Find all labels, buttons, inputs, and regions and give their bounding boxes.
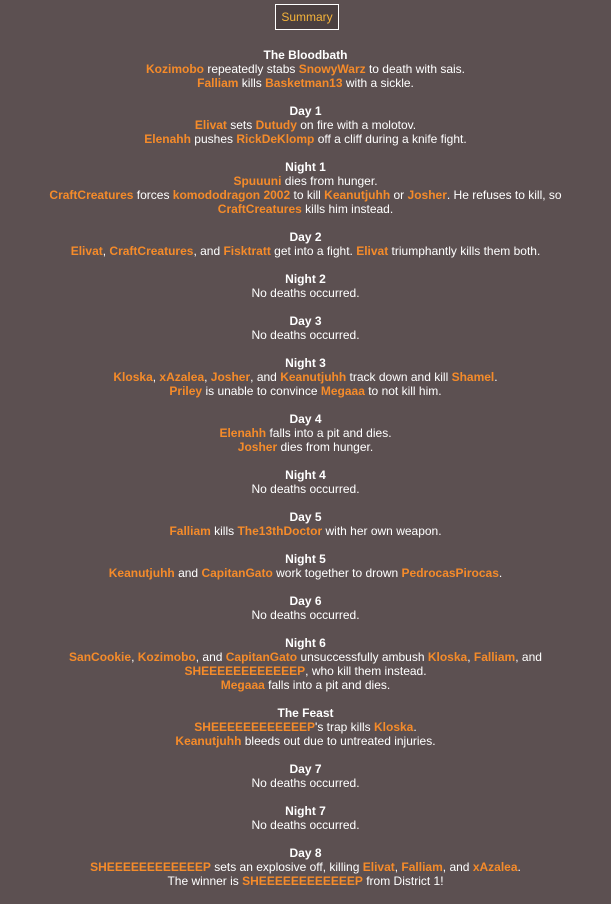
event-text: kills [238,76,266,90]
summary-section [0,468,611,496]
summary-section [0,706,611,748]
tribute-name: SnowyWarz [298,62,366,76]
tribute-name: komododragon 2002 [172,188,291,202]
event-text: No deaths occurred. [251,286,360,300]
section-heading: Day 8 [289,846,322,860]
section-heading: Night 3 [285,356,326,370]
event-text: triumphantly kills them both. [388,244,541,258]
tribute-name: SHEEEEEEEEEEEEP [184,664,306,678]
event-line [0,426,611,440]
event-text: from District 1! [362,874,444,888]
tribute-name: Megaaa [220,678,265,692]
event-line [0,62,611,76]
event-line [0,118,611,132]
event-text: to kill [290,188,325,202]
tribute-name: Keanutjuhh [324,188,391,202]
event-text: to not kill him. [364,384,442,398]
section-heading: Day 2 [289,230,322,244]
event-text: . He refuses to kill, so [446,188,562,202]
event-line [0,664,611,678]
event-line [0,370,611,384]
event-text: No deaths occurred. [251,482,360,496]
summary-section [0,314,611,342]
section-heading: Night 1 [285,160,326,174]
tribute-name: SHEEEEEEEEEEEEP [194,720,316,734]
tribute-name: CapitanGato [201,566,273,580]
event-text: to death with sais. [365,62,466,76]
event-text: , [394,860,402,874]
summary-section [0,48,611,90]
section-heading: Night 2 [285,272,326,286]
event-line [0,440,611,454]
event-text: . [517,860,521,874]
event-text: 's trap kills [315,720,374,734]
summary-section [0,594,611,622]
event-text: The winner is [167,874,243,888]
summary-section [0,510,611,538]
event-line [0,566,611,580]
tribute-name: Priley [169,384,203,398]
event-line [0,202,611,216]
tribute-name: xAzalea [159,370,205,384]
event-text: , [131,650,138,664]
event-line [0,132,611,146]
event-text: No deaths occurred. [251,818,360,832]
event-line [0,650,611,664]
event-text: dies from hunger. [281,174,378,188]
event-text: . [413,720,417,734]
tribute-name: Kloska [113,370,153,384]
event-text: forces [133,188,173,202]
event-text: No deaths occurred. [251,328,360,342]
summary-section [0,272,611,300]
tribute-name: Kozimobo [145,62,204,76]
event-text: on fire with a molotov. [296,118,417,132]
summary-section [0,412,611,454]
tribute-name: Shamel [451,370,495,384]
event-line [0,608,611,622]
tribute-name: Basketman13 [265,76,343,90]
section-heading: Day 4 [289,412,322,426]
tribute-name: Falliam [169,524,211,538]
event-line [0,818,611,832]
event-text: , [152,370,160,384]
tribute-name: The13thDoctor [237,524,323,538]
tribute-name: Josher [237,440,278,454]
tribute-name: CraftCreatures [217,202,302,216]
section-heading: Day 6 [289,594,322,608]
event-line [0,482,611,496]
tribute-name: Elivat [194,118,227,132]
section-heading: Night 5 [285,552,326,566]
tribute-name: Josher [407,188,447,202]
event-text: , and [195,650,226,664]
event-line [0,720,611,734]
tribute-name: PedrocasPirocas [401,566,499,580]
tribute-name: SanCookie [69,650,132,664]
event-line [0,524,611,538]
event-text: is unable to convince [202,384,321,398]
summary-button[interactable]: Summary [275,4,339,30]
event-text: , [102,244,110,258]
tribute-name: CraftCreatures [109,244,194,258]
tribute-name: Keanutjuhh [280,370,347,384]
event-line [0,174,611,188]
event-text: , and [250,370,281,384]
tribute-name: Elivat [362,860,395,874]
event-text: repeatedly stabs [203,62,299,76]
tribute-name: CapitanGato [225,650,298,664]
tribute-name: Elivat [70,244,103,258]
summary-section [0,636,611,692]
event-line [0,286,611,300]
summary-section [0,846,611,888]
section-heading: Day 5 [289,510,322,524]
tribute-name: Elenahh [219,426,267,440]
tribute-name: SHEEEEEEEEEEEEP [242,874,363,888]
event-text: No deaths occurred. [251,776,360,790]
summary-list [0,48,611,902]
event-text: and [174,566,202,580]
tribute-name: Kloska [427,650,468,664]
summary-section [0,804,611,832]
event-text: with her own weapon. [322,524,442,538]
tribute-name: Dutudy [255,118,297,132]
event-text: sets an explosive off, killing [210,860,363,874]
tribute-name: Megaaa [320,384,365,398]
event-text: pushes [190,132,237,146]
event-line [0,678,611,692]
event-text: off a cliff during a knife fight. [314,132,467,146]
tribute-name: Elivat [356,244,389,258]
event-text: No deaths occurred. [251,608,360,622]
event-text: dies from hunger. [277,440,374,454]
tribute-name: Fisktratt [223,244,271,258]
event-text: track down and kill [346,370,452,384]
tribute-name: Kloska [374,720,414,734]
event-text: , and [515,650,542,664]
section-heading: Day 1 [289,104,322,118]
summary-section [0,230,611,258]
summary-section [0,160,611,216]
section-heading: Night 4 [285,468,326,482]
event-text: falls into a pit and dies. [264,678,391,692]
event-text: unsuccessfully ambush [297,650,428,664]
tribute-name: CraftCreatures [49,188,134,202]
section-heading: Day 3 [289,314,322,328]
event-text: . [494,370,498,384]
section-heading: Day 7 [289,762,322,776]
summary-section [0,356,611,398]
section-heading: The Bloodbath [263,48,348,62]
event-line [0,76,611,90]
tribute-name: Kozimobo [137,650,196,664]
event-text: get into a fight. [270,244,357,258]
tribute-name: xAzalea [472,860,518,874]
event-line [0,874,611,888]
tribute-name: RickDeKlomp [236,132,315,146]
tribute-name: Falliam [473,650,516,664]
event-line [0,734,611,748]
tribute-name: Falliam [401,860,443,874]
event-text: , and [193,244,224,258]
tribute-name: Keanutjuhh [108,566,175,580]
tribute-name: Elenahh [144,132,191,146]
event-text: kills him instead. [301,202,394,216]
event-text: . [498,566,503,580]
tribute-name: Josher [210,370,251,384]
event-text: work together to drown [272,566,402,580]
event-text: , who kill them instead. [305,664,427,678]
event-text: , and [442,860,473,874]
event-line [0,328,611,342]
tribute-name: SHEEEEEEEEEEEEP [90,860,211,874]
summary-section [0,104,611,146]
event-text: falls into a pit and dies. [266,426,392,440]
event-text: , [204,370,211,384]
event-text: bleeds out due to untreated injuries. [241,734,436,748]
event-line [0,384,611,398]
event-text: , [467,650,474,664]
event-line [0,776,611,790]
tribute-name: Falliam [197,76,239,90]
event-line [0,244,611,258]
section-heading: The Feast [277,706,334,720]
event-line [0,860,611,874]
event-text: with a sickle. [342,76,414,90]
tribute-name: Keanutjuhh [175,734,242,748]
event-line [0,188,611,202]
event-text: kills [210,524,238,538]
section-heading: Night 6 [285,636,326,650]
event-text: or [390,188,408,202]
summary-section [0,762,611,790]
tribute-name: Spuuuni [233,174,282,188]
summary-section [0,552,611,580]
section-heading: Night 7 [285,804,326,818]
event-text: sets [226,118,256,132]
